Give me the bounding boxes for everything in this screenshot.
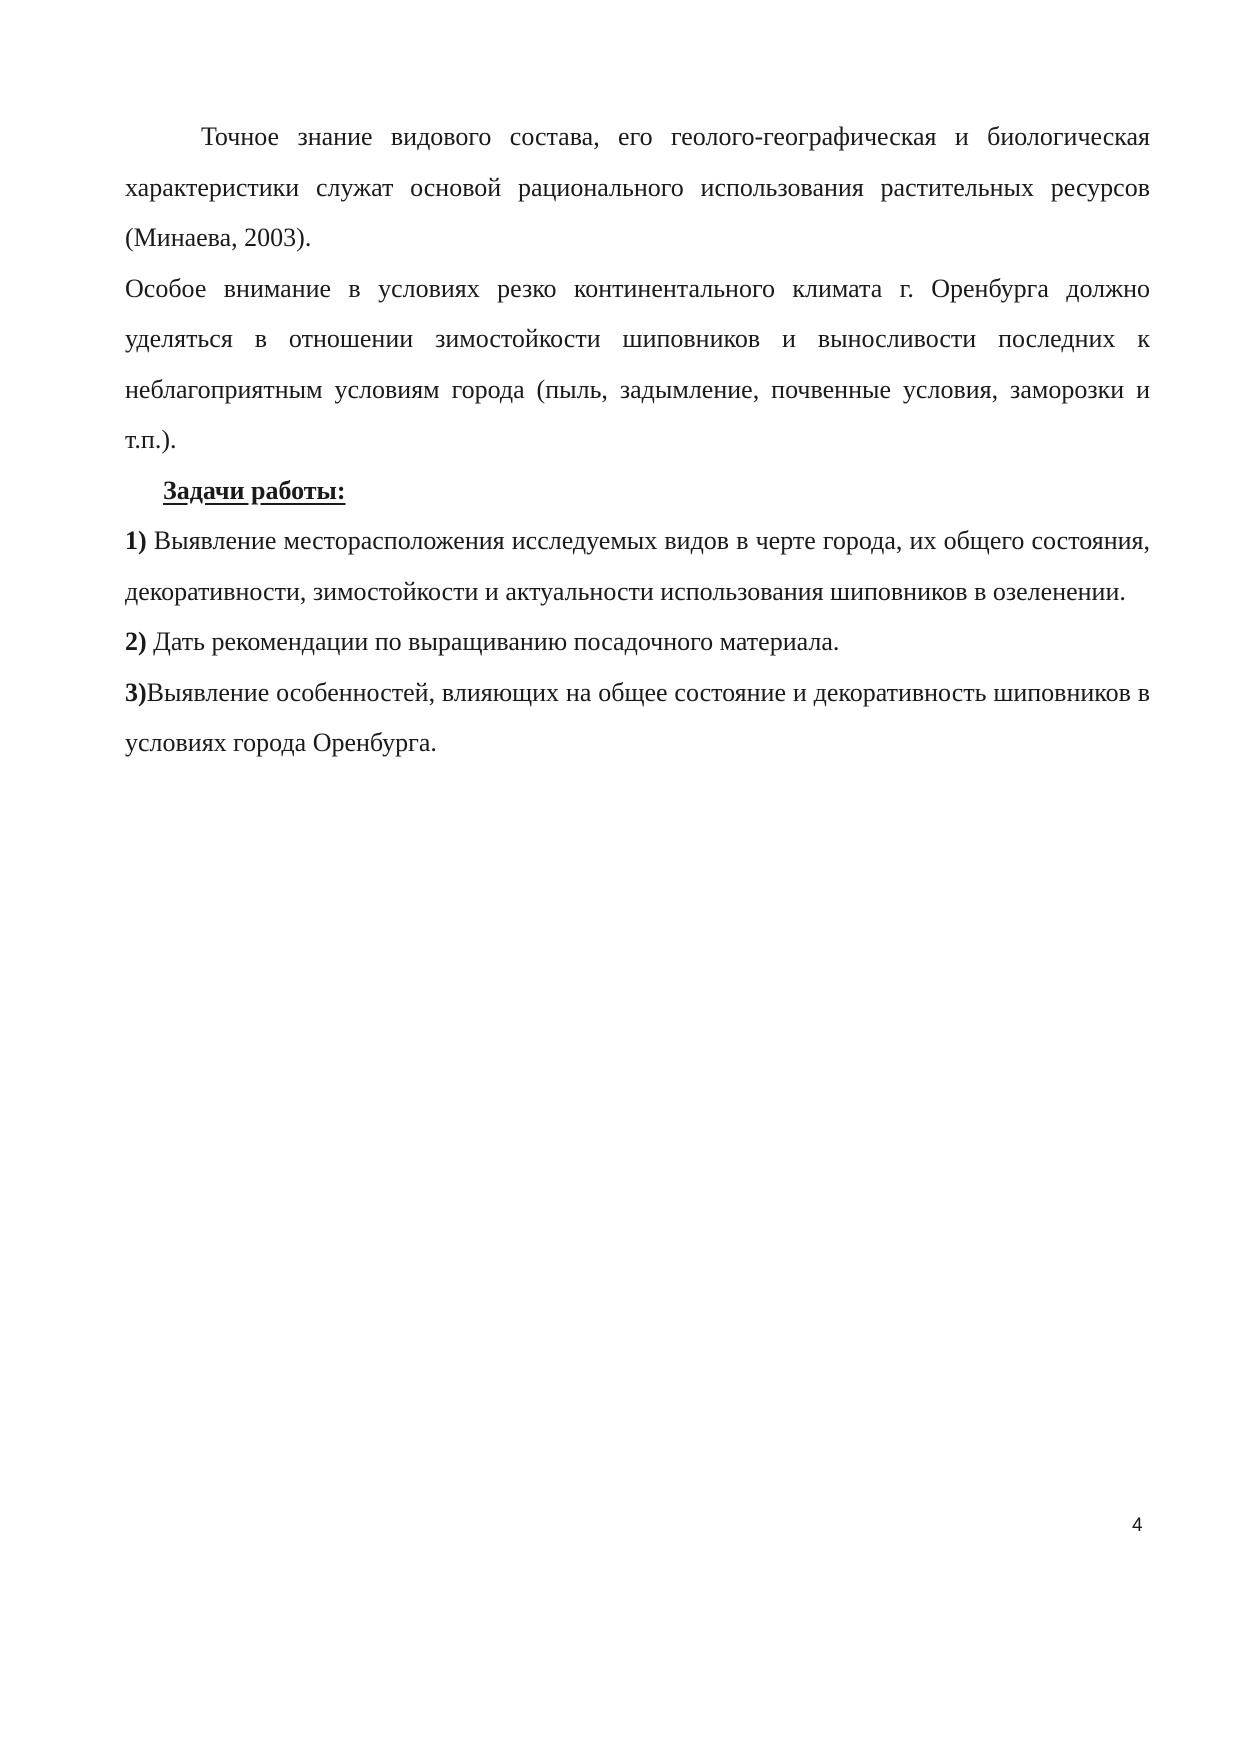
tasks-heading-text: Задачи работы: xyxy=(163,475,346,505)
climate-paragraph: Особое внимание в условиях резко континентального климата г. Оренбурга должно уделяться в отношении зимостойкости шиповников и выносливости последних к неблагоприятным условиям города (пыль, задымление, почвенные условия, заморозки и т.п.). xyxy=(125,273,1150,454)
task-item xyxy=(125,668,1150,769)
task-text: Выявление месторасположения исследуемых видов в черте города, их общего состояния, декоративности, зимостойкости и актуальности использования шиповников в озеленении. xyxy=(125,526,1150,606)
task-number: 1) xyxy=(125,526,147,555)
task-number: 3) xyxy=(125,677,147,707)
task-item xyxy=(125,516,1150,617)
page-number: 4 xyxy=(1132,1515,1143,1536)
document-body xyxy=(125,112,1150,769)
task-text: Дать рекомендации по выращиванию посадочного материала. xyxy=(146,627,840,656)
task-text: Выявление особенностей, влияющих на общее состояние и декоративность шиповников в условиях города Оренбурга. xyxy=(125,677,1150,757)
tasks-heading xyxy=(125,466,1150,517)
task-item xyxy=(125,617,1150,668)
intro-paragraph: Точное знание видового состава, его геолого-географическая и биологическая характеристики служат основой рационального использования растительных ресурсов (Минаева, 2003). xyxy=(125,122,1150,252)
task-number: 2) xyxy=(125,627,147,656)
